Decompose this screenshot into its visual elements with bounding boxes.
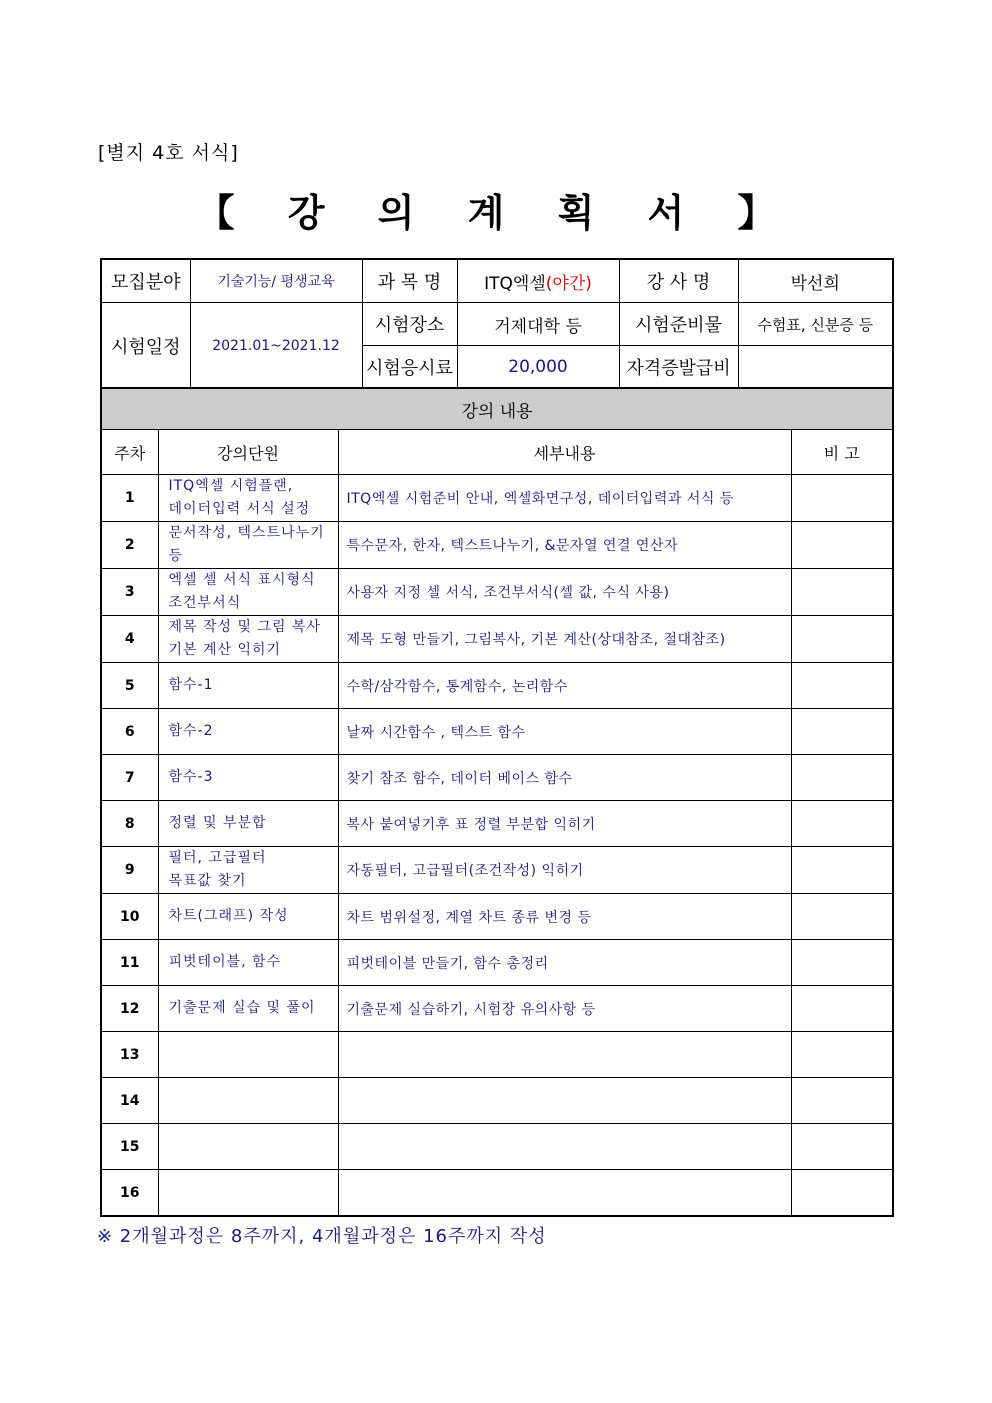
week-cell: 2 <box>101 522 158 569</box>
week-cell: 14 <box>101 1078 158 1124</box>
unit-cell: 제목 작성 및 그림 복사 기본 계산 익히기 <box>158 616 338 663</box>
note-header: 비 고 <box>791 430 893 475</box>
detail-cell: 복사 붙여넣기후 표 정렬 부분합 익히기 <box>338 801 791 847</box>
detail-header: 세부내용 <box>338 430 791 475</box>
detail-cell: 사용자 지정 셀 서식, 조건부서식(셀 값, 수식 사용) <box>338 569 791 616</box>
week-cell: 3 <box>101 569 158 616</box>
note-cell <box>791 1170 893 1217</box>
prep-label: 시험준비물 <box>619 303 738 346</box>
note-cell <box>791 894 893 940</box>
detail-cell: 기출문제 실습하기, 시험장 유의사항 등 <box>338 986 791 1032</box>
unit-cell: 기출문제 실습 및 풀이 <box>158 986 338 1032</box>
detail-cell: 찾기 참조 함수, 데이터 베이스 함수 <box>338 755 791 801</box>
unit-cell: ITQ엑셀 시험플랜, 데이터입력 서식 설정 <box>158 475 338 522</box>
unit-cell: 함수-1 <box>158 663 338 709</box>
detail-cell: 수학/삼각함수, 통계함수, 논리함수 <box>338 663 791 709</box>
week-cell: 5 <box>101 663 158 709</box>
fee-value: 20,000 <box>457 346 619 390</box>
table-row <box>101 569 893 616</box>
week-cell: 16 <box>101 1170 158 1217</box>
unit-cell: 함수-2 <box>158 709 338 755</box>
table-row <box>101 801 893 847</box>
note-cell <box>791 986 893 1032</box>
course-info-table <box>100 258 894 390</box>
cert-value <box>738 346 893 390</box>
unit-cell: 함수-3 <box>158 755 338 801</box>
week-cell: 10 <box>101 894 158 940</box>
note-cell <box>791 616 893 663</box>
table-row <box>101 986 893 1032</box>
field-value: 기술기능/ 평생교육 <box>190 259 362 303</box>
venue-value: 거제대학 등 <box>457 303 619 346</box>
section-title: 강의 내용 <box>101 388 893 430</box>
detail-cell: 제목 도형 만들기, 그림복사, 기본 계산(상대참조, 절대참조) <box>338 616 791 663</box>
detail-cell <box>338 1124 791 1170</box>
unit-cell: 정렬 및 부분합 <box>158 801 338 847</box>
week-cell: 11 <box>101 940 158 986</box>
unit-cell: 엑셀 셀 서식 표시형식 조건부서식 <box>158 569 338 616</box>
cert-label: 자격증발급비 <box>619 346 738 390</box>
week-cell: 7 <box>101 755 158 801</box>
table-row <box>101 709 893 755</box>
document-title: 【 강 의 계 획 서 】 <box>196 191 796 235</box>
form-number-label: [별지 4호 서식] <box>98 142 239 164</box>
week-cell: 12 <box>101 986 158 1032</box>
unit-cell <box>158 1078 338 1124</box>
unit-cell: 문서작성, 텍스트나누기 등 <box>158 522 338 569</box>
detail-cell: 피벗테이블 만들기, 함수 총정리 <box>338 940 791 986</box>
note-cell <box>791 475 893 522</box>
note-cell <box>791 569 893 616</box>
table-row <box>101 522 893 569</box>
schedule-value: 2021.01~2021.12 <box>190 303 362 390</box>
table-row <box>101 940 893 986</box>
table-row <box>101 755 893 801</box>
venue-label: 시험장소 <box>362 303 457 346</box>
note-cell <box>791 847 893 894</box>
week-cell: 1 <box>101 475 158 522</box>
detail-cell <box>338 1032 791 1078</box>
subject-name: ITQ엑셀 <box>484 273 546 294</box>
detail-cell <box>338 1170 791 1217</box>
note-cell <box>791 801 893 847</box>
detail-cell: ITQ엑셀 시험준비 안내, 엑셀화면구성, 데이터입력과 서식 등 <box>338 475 791 522</box>
week-cell: 15 <box>101 1124 158 1170</box>
note-cell <box>791 940 893 986</box>
subject-value <box>457 259 619 303</box>
table-row <box>101 1078 893 1124</box>
field-label: 모집분야 <box>101 259 190 303</box>
plan-rows <box>101 475 893 1217</box>
week-header: 주차 <box>101 430 158 475</box>
table-row <box>101 1032 893 1078</box>
note-cell <box>791 1124 893 1170</box>
prep-value: 수험표, 신분증 등 <box>738 303 893 346</box>
note-cell <box>791 709 893 755</box>
week-cell: 9 <box>101 847 158 894</box>
note-cell <box>791 1032 893 1078</box>
detail-cell <box>338 1078 791 1124</box>
week-cell: 6 <box>101 709 158 755</box>
detail-cell: 차트 범위설정, 계열 차트 종류 변경 등 <box>338 894 791 940</box>
unit-cell <box>158 1124 338 1170</box>
lecture-plan-table <box>100 387 894 1217</box>
subject-suffix: (야간) <box>545 273 592 294</box>
instructor-label: 강 사 명 <box>619 259 738 303</box>
detail-cell: 날짜 시간함수 , 텍스트 함수 <box>338 709 791 755</box>
fee-label: 시험응시료 <box>362 346 457 390</box>
week-cell: 13 <box>101 1032 158 1078</box>
table-row <box>101 894 893 940</box>
week-cell: 8 <box>101 801 158 847</box>
table-row <box>101 663 893 709</box>
table-row <box>101 616 893 663</box>
note-cell <box>791 663 893 709</box>
unit-header: 강의단원 <box>158 430 338 475</box>
note-cell <box>791 755 893 801</box>
instructor-value: 박선희 <box>738 259 893 303</box>
detail-cell: 자동필터, 고급필터(조건작성) 익히기 <box>338 847 791 894</box>
table-row <box>101 1170 893 1217</box>
note-cell <box>791 522 893 569</box>
note-cell <box>791 1078 893 1124</box>
detail-cell: 특수문자, 한자, 텍스트나누기, &문자열 연결 연산자 <box>338 522 791 569</box>
schedule-label: 시험일정 <box>101 303 190 390</box>
unit-cell: 피벗테이블, 함수 <box>158 940 338 986</box>
table-row <box>101 847 893 894</box>
week-cell: 4 <box>101 616 158 663</box>
unit-cell <box>158 1032 338 1078</box>
unit-cell: 차트(그래프) 작성 <box>158 894 338 940</box>
unit-cell <box>158 1170 338 1217</box>
unit-cell: 필터, 고급필터 목표값 찾기 <box>158 847 338 894</box>
table-row <box>101 1124 893 1170</box>
footer-note: ※ 2개월과정은 8주까지, 4개월과정은 16주까지 작성 <box>97 1226 547 1247</box>
subject-label: 과 목 명 <box>362 259 457 303</box>
table-row <box>101 475 893 522</box>
